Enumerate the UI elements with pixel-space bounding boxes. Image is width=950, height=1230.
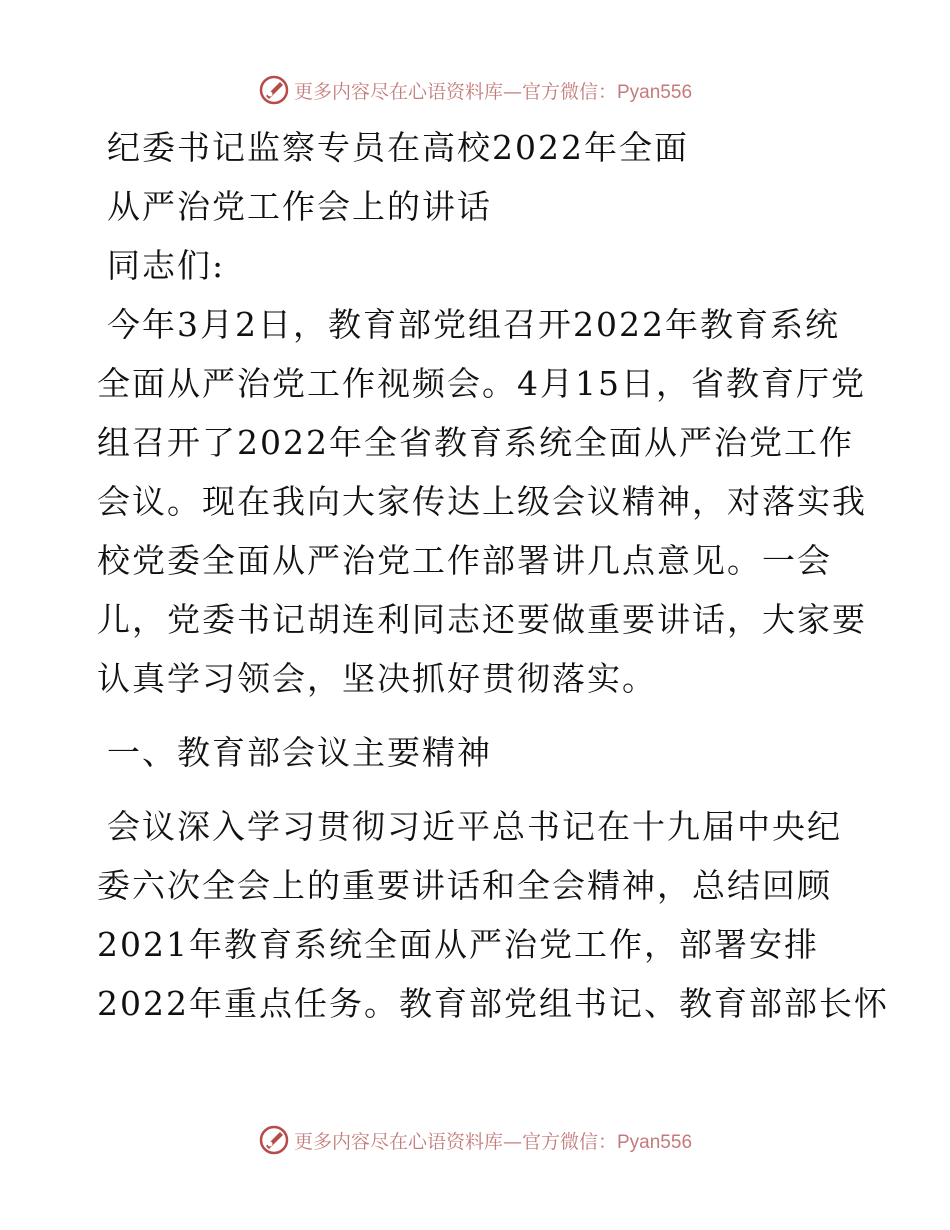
paragraph-line: 2022年重点任务。教育部党组书记、教育部部长怀 bbox=[97, 984, 889, 1023]
paragraph-1 bbox=[97, 295, 867, 708]
paragraph-line: 组召开了2022年全省教育系统全面从严治党工作 bbox=[97, 423, 854, 462]
paragraph-line: 今年3月2日，教育部党组召开2022年教育系统 bbox=[107, 305, 840, 344]
paragraph-line: 会议。现在我向大家传达上级会议精神，对落实我 bbox=[97, 482, 867, 521]
wechat-id: Pyan556 bbox=[617, 81, 693, 103]
paragraph-line: 认真学习领会，坚决抓好贯彻落实。 bbox=[97, 659, 657, 698]
document-title-line-2: 从严治党工作会上的讲话 bbox=[107, 187, 492, 226]
watermark-footer bbox=[0, 1120, 950, 1160]
document-title-line-1: 纪委书记监察专员在高校2022年全面 bbox=[107, 128, 689, 167]
paragraph-line: 2021年教育系统全面从严治党工作，部署安排 bbox=[97, 925, 819, 964]
paragraph-line: 校党委全面从严治党工作部署讲几点意见。一会 bbox=[97, 541, 832, 580]
paragraph-line: 委六次全会上的重要讲话和全会精神，总结回顾 bbox=[97, 866, 832, 905]
document-body bbox=[97, 118, 889, 1033]
logo-icon bbox=[258, 1124, 290, 1156]
paragraph-line: 全面从严治党工作视频会。4月15日，省教育厅党 bbox=[97, 364, 866, 403]
watermark-text: 更多内容尽在心语资料库—官方微信：Pyan556 bbox=[293, 1130, 693, 1153]
logo-icon bbox=[258, 74, 290, 106]
paragraph-line: 儿，党委书记胡连利同志还要做重要讲话，大家要 bbox=[97, 600, 867, 639]
paragraph-line: 会议深入学习贯彻习近平总书记在十九届中央纪 bbox=[107, 807, 842, 846]
section-paragraph bbox=[97, 797, 889, 1033]
watermark-text: 更多内容尽在心语资料库—官方微信：Pyan556 bbox=[293, 80, 693, 103]
wechat-id: Pyan556 bbox=[617, 1131, 693, 1153]
salutation: 同志们: bbox=[107, 246, 226, 285]
watermark-header bbox=[0, 70, 950, 110]
section-heading: 一、教育部会议主要精神 bbox=[107, 733, 492, 772]
